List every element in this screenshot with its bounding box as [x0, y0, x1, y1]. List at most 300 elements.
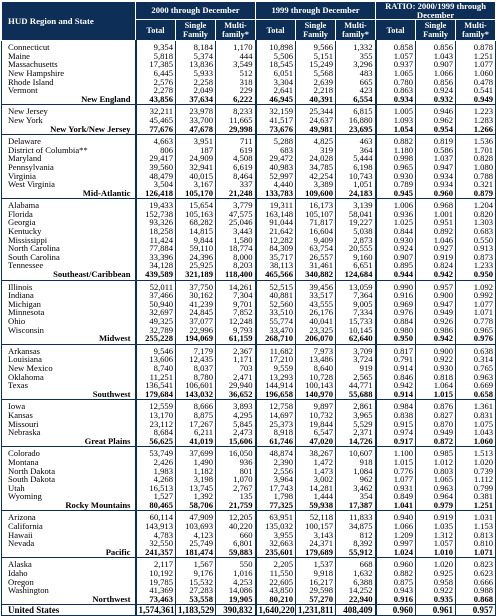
- cell-value: 0.913: [456, 244, 496, 253]
- cell-value: 60,114: [136, 511, 176, 522]
- cell-value: 0.942: [376, 381, 416, 390]
- cell-value: 73,463: [136, 595, 176, 605]
- cell-value: 0.954: [416, 125, 456, 135]
- cell-value: 4,440: [256, 180, 296, 189]
- cell-value: 0.765: [456, 364, 496, 373]
- cell-value: 3,389: [296, 180, 336, 189]
- cell-value: 8,875: [176, 411, 216, 420]
- cell-value: 33,700: [176, 116, 216, 125]
- cell-value: 3,143: [296, 531, 336, 540]
- cell-value: 1.071: [456, 308, 496, 317]
- row-label: Midwest: [2, 334, 136, 344]
- cell-value: 0.988: [456, 586, 496, 595]
- cell-value: 1.035: [416, 522, 456, 531]
- cell-value: 1.015: [376, 458, 416, 467]
- cell-value: 7,364: [336, 291, 376, 300]
- cell-value: 41,019: [176, 437, 216, 447]
- cell-value: 8,740: [136, 364, 176, 373]
- cell-value: 0.381: [456, 492, 496, 501]
- cell-value: 8,918: [256, 428, 296, 437]
- cell-value: 0.964: [416, 492, 456, 501]
- cell-value: 1.283: [456, 116, 496, 125]
- cell-value: 0.919: [416, 253, 456, 262]
- cell-value: 6,815: [336, 105, 376, 116]
- cell-value: 1.012: [416, 458, 456, 467]
- row-label: Southeast/Caribbean: [2, 270, 136, 280]
- cell-value: 26,557: [296, 253, 336, 262]
- cell-value: 50,940: [136, 300, 176, 309]
- cell-value: 1.060: [456, 437, 496, 447]
- cell-value: 0.623: [456, 569, 496, 578]
- cell-value: 25,344: [296, 105, 336, 116]
- cell-value: 136,541: [136, 381, 176, 390]
- row-label: South Dakota: [2, 475, 136, 484]
- cell-value: 140,970: [296, 390, 336, 400]
- cell-value: 1.536: [456, 135, 496, 146]
- cell-value: 23,695: [336, 125, 376, 135]
- cell-value: 1.077: [456, 300, 496, 309]
- cell-value: 8,037: [176, 364, 216, 373]
- row-label: California: [2, 522, 136, 531]
- cell-value: 0.586: [416, 146, 456, 155]
- cell-value: 80,210: [256, 595, 296, 605]
- row-label: Mississippi: [2, 236, 136, 245]
- cell-value: 32,211: [136, 105, 176, 116]
- region-subtotal-row: [2, 125, 496, 135]
- cell-value: 187: [176, 146, 216, 155]
- region-column-header: HUD Region and State: [2, 2, 136, 41]
- cell-value: 18,545: [256, 60, 296, 69]
- cell-value: 0.957: [456, 605, 496, 616]
- row-label: United States: [2, 605, 136, 616]
- cell-value: 49,325: [136, 317, 176, 326]
- cell-value: 37,077: [176, 317, 216, 326]
- cell-value: 13,745: [176, 484, 216, 493]
- cell-value: 7,304: [216, 291, 256, 300]
- cell-value: 1,392: [176, 492, 216, 501]
- cell-value: 3,955: [256, 531, 296, 540]
- cell-value: 52,997: [256, 172, 296, 181]
- cell-value: 2,390: [256, 458, 296, 467]
- cell-value: 194,069: [176, 334, 216, 344]
- cell-value: 3,462: [336, 484, 376, 493]
- cell-value: 0.907: [376, 253, 416, 262]
- cell-value: 1.065: [376, 69, 416, 78]
- row-label: New Jersey: [2, 105, 136, 116]
- cell-value: 1,983: [136, 467, 176, 476]
- cell-value: 319: [296, 146, 336, 155]
- row-label: New York: [2, 116, 136, 125]
- cell-value: 321,189: [176, 270, 216, 280]
- cell-value: 12,435: [176, 355, 216, 364]
- cell-value: 21,248: [216, 189, 256, 199]
- cell-value: 14,726: [336, 437, 376, 447]
- row-label: Louisiana: [2, 355, 136, 364]
- cell-value: 19,311: [256, 199, 296, 210]
- cell-value: 22,996: [176, 326, 216, 335]
- cell-value: 0.818: [416, 373, 456, 382]
- cell-value: 0.868: [456, 595, 496, 605]
- row-label: Ohio: [2, 317, 136, 326]
- cell-value: 22,605: [256, 578, 296, 587]
- cell-value: 919: [336, 364, 376, 373]
- table-body: [2, 41, 496, 616]
- cell-value: 58,706: [176, 501, 216, 511]
- cell-value: 34,785: [296, 163, 336, 172]
- row-label: New England: [2, 95, 136, 105]
- cell-value: 1.064: [416, 381, 456, 390]
- cell-value: 9,354: [136, 41, 176, 52]
- cell-value: 1.060: [456, 69, 496, 78]
- cell-value: 23,978: [176, 105, 216, 116]
- row-label: Rocky Mountains: [2, 501, 136, 511]
- cell-value: 32,663: [256, 539, 296, 548]
- cell-value: 0.838: [376, 411, 416, 420]
- cell-value: 483: [336, 69, 376, 78]
- cell-value: 18,258: [136, 227, 176, 236]
- row-label: Idaho: [2, 569, 136, 578]
- cell-value: 80,465: [136, 501, 176, 511]
- cell-value: 23,112: [136, 420, 176, 429]
- cell-value: 19,785: [136, 578, 176, 587]
- cell-value: 9,701: [216, 300, 256, 309]
- row-label: Wisconsin: [2, 326, 136, 335]
- cell-value: 423: [336, 86, 376, 95]
- cell-value: 103,693: [176, 522, 216, 531]
- cell-value: 660: [216, 531, 256, 540]
- cell-value: 0.962: [416, 116, 456, 125]
- row-label: South Carolina: [2, 253, 136, 262]
- cell-value: 25,925: [176, 261, 216, 270]
- cell-value: 1.204: [456, 199, 496, 210]
- cell-value: 17,743: [256, 484, 296, 493]
- cell-value: 6,619: [216, 163, 256, 172]
- cell-value: 1.041: [376, 501, 416, 511]
- row-label: Hawaii: [2, 531, 136, 540]
- cell-value: 229: [216, 86, 256, 95]
- cell-value: 1,567: [176, 558, 216, 569]
- cell-value: 0.925: [416, 569, 456, 578]
- cell-value: 1,537: [296, 558, 336, 569]
- cell-value: 0.992: [456, 291, 496, 300]
- cell-value: 135: [216, 492, 256, 501]
- cell-value: 77,325: [256, 501, 296, 511]
- cell-value: 32,550: [136, 539, 176, 548]
- cell-value: 10,898: [256, 41, 296, 52]
- cell-value: 0.942: [416, 334, 456, 344]
- cell-value: 163,148: [256, 210, 296, 219]
- cell-value: 1.233: [456, 261, 496, 270]
- cell-value: 0.789: [376, 180, 416, 189]
- cell-value: 52,118: [296, 511, 336, 522]
- cell-value: 135,032: [256, 522, 296, 531]
- cell-value: 0.739: [456, 467, 496, 476]
- cell-value: 0.878: [456, 41, 496, 52]
- cell-value: 0.856: [416, 78, 456, 87]
- cell-value: 683: [256, 146, 296, 155]
- region-subtotal-row: [2, 95, 496, 105]
- cell-value: 19,433: [136, 199, 176, 210]
- cell-value: 10,732: [296, 411, 336, 420]
- cell-value: 5,151: [296, 52, 336, 61]
- table-row: [2, 578, 496, 587]
- cell-value: 14,252: [336, 586, 376, 595]
- cell-value: 0.960: [416, 189, 456, 199]
- cell-value: 0.931: [376, 484, 416, 493]
- cell-value: 0.990: [376, 280, 416, 291]
- cell-value: 355: [336, 52, 376, 61]
- row-label: Vermont: [2, 86, 136, 95]
- cell-value: 0.927: [416, 244, 456, 253]
- cell-value: 2,218: [296, 86, 336, 95]
- cell-value: 53,558: [176, 595, 216, 605]
- cell-value: 1.251: [456, 501, 496, 511]
- cell-value: 1.020: [456, 458, 496, 467]
- region-subtotal-row: [2, 501, 496, 511]
- cell-value: 0.919: [416, 511, 456, 522]
- cell-value: 24,845: [176, 308, 216, 317]
- cell-value: 801: [216, 467, 256, 476]
- row-label: Maine: [2, 52, 136, 61]
- cell-value: 665: [336, 78, 376, 87]
- cell-value: 1.112: [456, 475, 496, 484]
- column-header: Multi-family*: [456, 20, 496, 41]
- cell-value: 5,933: [176, 69, 216, 78]
- cell-value: 9,566: [296, 41, 336, 52]
- cell-value: 0.638: [456, 344, 496, 355]
- cell-value: 93,326: [136, 218, 176, 227]
- cell-value: 550: [216, 558, 256, 569]
- row-label: Northwest: [2, 595, 136, 605]
- cell-value: 1.075: [456, 420, 496, 429]
- cell-value: 0.917: [376, 437, 416, 447]
- cell-value: 109,600: [296, 189, 336, 199]
- cell-value: 29,417: [136, 154, 176, 163]
- cell-value: 29,940: [216, 381, 256, 390]
- cell-value: 100,157: [296, 522, 336, 531]
- row-label: Virginia: [2, 172, 136, 181]
- cell-value: 24,371: [296, 539, 336, 548]
- cell-value: 37,699: [176, 447, 216, 458]
- cell-value: 9,005: [336, 300, 376, 309]
- cell-value: 0.957: [416, 280, 456, 291]
- cell-value: 47,909: [176, 511, 216, 522]
- region-subtotal-row: [2, 270, 496, 280]
- row-label: New Hampshire: [2, 69, 136, 78]
- cell-value: 9,844: [176, 236, 216, 245]
- cell-value: 6,198: [336, 163, 376, 172]
- cell-value: 9,918: [296, 569, 336, 578]
- cell-value: 1,070: [216, 475, 256, 484]
- group-header-2000: 2000 through December: [136, 2, 256, 20]
- cell-value: 0.934: [416, 180, 456, 189]
- cell-value: 38,267: [296, 447, 336, 458]
- cell-value: 32,941: [176, 163, 216, 172]
- cell-value: 1.180: [376, 146, 416, 155]
- cell-value: 9,176: [176, 569, 216, 578]
- cell-value: 0.922: [416, 586, 456, 595]
- cell-value: 0.984: [376, 400, 416, 411]
- cell-value: 59,883: [216, 548, 256, 558]
- row-label: Alaska: [2, 558, 136, 569]
- column-header: Single Family: [296, 20, 336, 41]
- cell-value: 11,665: [216, 116, 256, 125]
- cell-value: 0.810: [456, 539, 496, 548]
- cell-value: 0.924: [416, 86, 456, 95]
- cell-value: 68,282: [176, 218, 216, 227]
- cell-value: 1,798: [256, 492, 296, 501]
- row-label: Illinois: [2, 280, 136, 291]
- row-label: Nebraska: [2, 428, 136, 437]
- cell-value: 0.813: [456, 531, 496, 540]
- cell-value: 18,774: [216, 244, 256, 253]
- cell-value: 0.314: [456, 355, 496, 364]
- cell-value: 0.873: [456, 253, 496, 262]
- cell-value: 364: [336, 146, 376, 155]
- cell-value: 390,832: [216, 605, 256, 616]
- cell-value: 16,604: [296, 227, 336, 236]
- cell-value: 2,367: [216, 344, 256, 355]
- cell-value: 0.858: [376, 41, 416, 52]
- cell-value: 29,998: [216, 125, 256, 135]
- region-subtotal-row: [2, 548, 496, 558]
- cell-value: 0.895: [376, 261, 416, 270]
- cell-value: 0.882: [376, 569, 416, 578]
- cell-value: 0.942: [416, 270, 456, 280]
- cell-value: 0.976: [456, 334, 496, 344]
- cell-value: 13,059: [336, 280, 376, 291]
- cell-value: 105,107: [296, 210, 336, 219]
- cell-value: 5,444: [336, 154, 376, 163]
- cell-value: 106,601: [176, 381, 216, 390]
- row-label: Georgia: [2, 218, 136, 227]
- row-label: Arizona: [2, 511, 136, 522]
- cell-value: 4,783: [136, 531, 176, 540]
- cell-value: 0.934: [416, 172, 456, 181]
- cell-value: 5,568: [296, 69, 336, 78]
- cell-value: 1,332: [336, 41, 376, 52]
- row-label: Wyoming: [2, 492, 136, 501]
- cell-value: 48,874: [256, 447, 296, 458]
- cell-value: 55,912: [336, 548, 376, 558]
- cell-value: 124,684: [336, 270, 376, 280]
- cell-value: 0.791: [376, 355, 416, 364]
- cell-value: 0.875: [376, 578, 416, 587]
- column-header: Single Family: [176, 20, 216, 41]
- cell-value: 5,038: [336, 227, 376, 236]
- cell-value: 1.043: [416, 52, 456, 61]
- cell-value: 35,717: [256, 253, 296, 262]
- cell-value: 6,801: [216, 539, 256, 548]
- cell-value: 40,041: [296, 317, 336, 326]
- cell-value: 5,374: [176, 52, 216, 61]
- cell-value: 55,688: [336, 390, 376, 400]
- cell-value: 1,016: [216, 569, 256, 578]
- cell-value: 0.945: [376, 189, 416, 199]
- cell-value: 1.066: [376, 522, 416, 531]
- cell-value: 91,044: [256, 218, 296, 227]
- cell-value: 1.100: [376, 447, 416, 458]
- cell-value: 11,833: [336, 511, 376, 522]
- cell-value: 1.031: [456, 511, 496, 522]
- group-header-ratio: RATIO: 2000/1999 through December: [376, 2, 496, 20]
- row-label: Colorado: [2, 447, 136, 458]
- cell-value: 1.092: [456, 280, 496, 291]
- cell-value: 17,387: [336, 501, 376, 511]
- cell-value: 0.321: [456, 180, 496, 189]
- group-header-1999: 1999 through December: [256, 2, 376, 20]
- cell-value: 9,897: [296, 400, 336, 411]
- cell-value: 2,873: [336, 236, 376, 245]
- cell-value: 13,606: [136, 355, 176, 364]
- cell-value: 32,159: [256, 105, 296, 116]
- cell-value: 0.965: [376, 163, 416, 172]
- cell-value: 318: [216, 78, 256, 87]
- cell-value: 9,559: [256, 364, 296, 373]
- cell-value: 2,049: [176, 86, 216, 95]
- cell-value: 12,559: [136, 400, 176, 411]
- cell-value: 16,513: [136, 484, 176, 493]
- cell-value: 8,233: [216, 105, 256, 116]
- cell-value: 9,160: [336, 253, 376, 262]
- cell-value: 3,443: [216, 227, 256, 236]
- cell-value: 53,749: [136, 447, 176, 458]
- row-label: West Virginia: [2, 180, 136, 189]
- cell-value: 0.856: [416, 41, 456, 52]
- cell-value: 0.976: [376, 308, 416, 317]
- cell-value: 0.478: [456, 78, 496, 87]
- cell-value: 5,845: [216, 420, 256, 429]
- cell-value: 25,046: [216, 218, 256, 227]
- row-label: Indiana: [2, 291, 136, 300]
- cell-value: 3,951: [176, 135, 216, 146]
- cell-value: 1.077: [376, 475, 416, 484]
- cell-value: 1,084: [336, 467, 376, 476]
- cell-value: 0.932: [416, 95, 456, 105]
- cell-value: 181,474: [176, 548, 216, 558]
- cell-value: 43,555: [296, 300, 336, 309]
- cell-value: 63,951: [256, 511, 296, 522]
- cell-value: 3,167: [176, 180, 216, 189]
- row-label: Rhode Island: [2, 78, 136, 87]
- cell-value: 11,424: [136, 236, 176, 245]
- row-label: Oregon: [2, 578, 136, 587]
- row-label: Alabama: [2, 199, 136, 210]
- cell-value: 30,162: [176, 291, 216, 300]
- cell-value: 1,640,220: [256, 605, 296, 616]
- cell-value: 4,268: [136, 475, 176, 484]
- cell-value: 0.997: [376, 539, 416, 548]
- cell-value: 7,973: [296, 344, 336, 355]
- cell-value: 2,861: [336, 400, 376, 411]
- cell-value: 15,654: [176, 199, 216, 210]
- cell-value: 15,249: [296, 60, 336, 69]
- row-label: Mid-Atlantic: [2, 189, 136, 199]
- cell-value: 1.153: [456, 522, 496, 531]
- cell-value: 61,159: [216, 334, 256, 344]
- cell-value: 71,817: [296, 218, 336, 227]
- cell-value: 4,253: [216, 578, 256, 587]
- row-label: Kansas: [2, 411, 136, 420]
- row-label: Arkansas: [2, 344, 136, 355]
- cell-value: 0.914: [376, 364, 416, 373]
- cell-value: 11,251: [136, 373, 176, 382]
- cell-value: 152,738: [136, 210, 176, 219]
- cell-value: 143,913: [136, 522, 176, 531]
- cell-value: 52,560: [256, 300, 296, 309]
- cell-value: 45,465: [136, 116, 176, 125]
- cell-value: 37,634: [176, 95, 216, 105]
